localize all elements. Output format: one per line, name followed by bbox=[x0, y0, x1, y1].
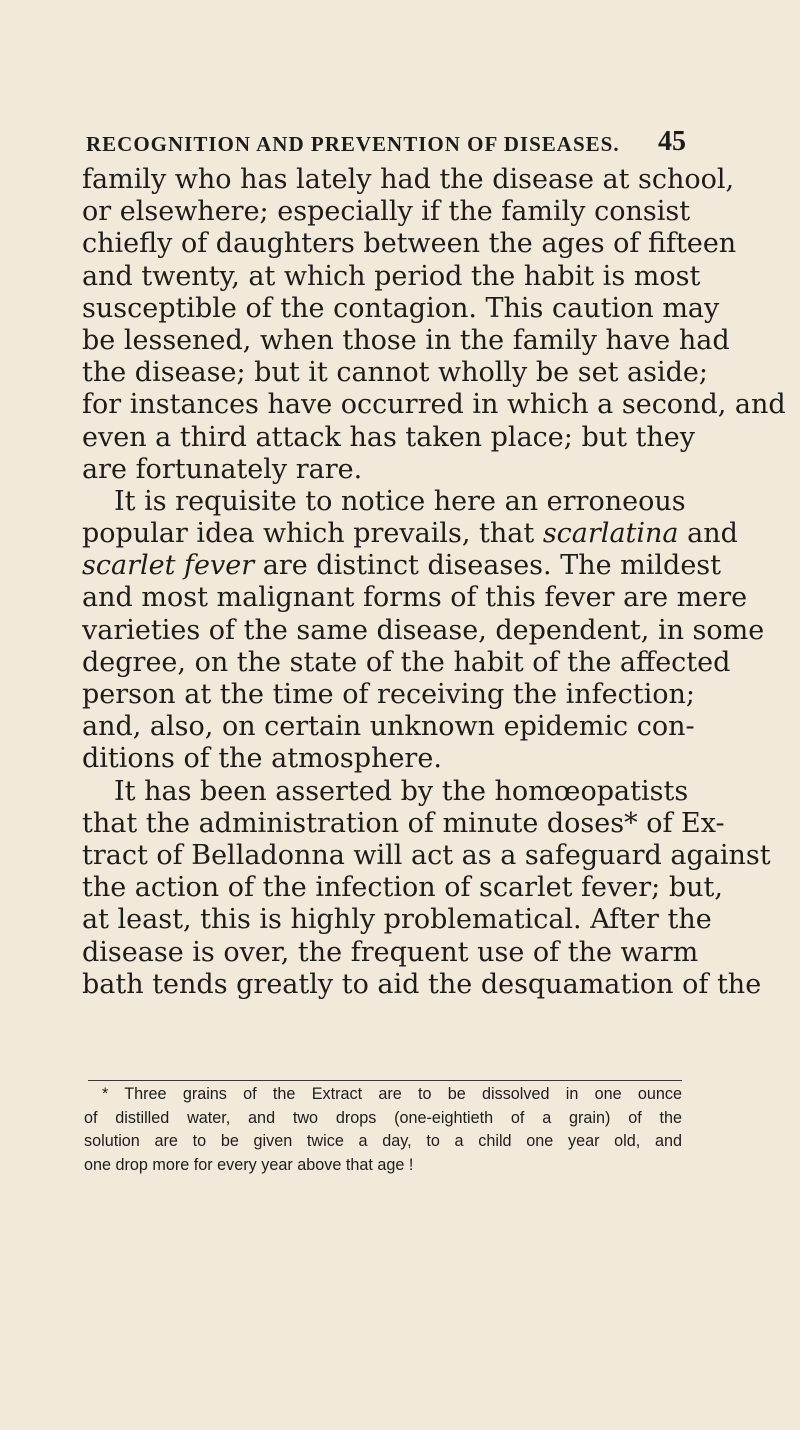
text-line: the action of the infection of scarlet fever; but, bbox=[82, 872, 723, 904]
text-line: are fortunately rare. bbox=[82, 453, 363, 485]
text-line: It is requisite to notice here an erroneous bbox=[114, 485, 686, 517]
page-number: 45 bbox=[658, 126, 686, 157]
text-line: for instances have occurred in which a second, and bbox=[82, 389, 786, 421]
text-line: and, also, on certain unknown epidemic con- bbox=[82, 711, 695, 743]
text-line: family who has lately had the disease at school, bbox=[82, 164, 735, 195]
footnote bbox=[84, 1083, 682, 1178]
text-line-with-italic: scarlet fever are distinct diseases. The mildest bbox=[82, 550, 721, 582]
footnote-line: one drop more for every year above that age ! bbox=[84, 1156, 414, 1175]
text-line: that the administration of minute doses* of Ex- bbox=[82, 807, 725, 839]
text-line: even a third attack has taken place; but they bbox=[82, 421, 696, 453]
text-line: be lessened, when those in the family have had bbox=[82, 324, 730, 356]
text-line: susceptible of the contagion. This caution may bbox=[82, 292, 720, 324]
text-line: tract of Belladonna will act as a safeguard against bbox=[82, 839, 771, 871]
footnote-line: of distilled water, and two drops (one-eightieth of a grain) of the bbox=[84, 1108, 682, 1127]
text-line: ditions of the atmosphere. bbox=[82, 743, 442, 775]
text-line: varieties of the same disease, dependent, in some bbox=[82, 614, 765, 646]
footnote-divider bbox=[88, 1080, 682, 1081]
body-text bbox=[82, 164, 786, 1001]
text-line: the disease; but it cannot wholly be set aside; bbox=[82, 357, 708, 389]
text-line: and twenty, at which period the habit is most bbox=[82, 260, 701, 292]
text-line: It has been asserted by the homœopatists bbox=[114, 775, 689, 807]
text-line: bath tends greatly to aid the desquamation of the bbox=[82, 968, 762, 1000]
text-line: chiefly of daughters between the ages of fifteen bbox=[82, 228, 737, 260]
footnote-line: * Three grains of the Extract are to be dissolved in one ounce bbox=[102, 1085, 682, 1103]
text-line: person at the time of receiving the infection; bbox=[82, 679, 695, 710]
italic-term: scarlatina bbox=[542, 518, 679, 550]
text-line: degree, on the state of the habit of the affected bbox=[82, 646, 731, 678]
text-line: at least, this is highly problematical. After the bbox=[82, 904, 712, 936]
text-line: and most malignant forms of this fever are mere bbox=[82, 582, 748, 614]
running-header bbox=[86, 126, 686, 166]
running-title: RECOGNITION AND PREVENTION OF DISEASES. bbox=[86, 132, 620, 156]
footnote-line: solution are to be given twice a day, to a child one year old, and bbox=[84, 1132, 682, 1151]
text-line: disease is over, the frequent use of the warm bbox=[82, 936, 699, 968]
text-line-with-italic: popular idea which prevails, that scarlatina and bbox=[82, 518, 738, 550]
text-line: or elsewhere; especially if the family consist bbox=[82, 196, 691, 228]
italic-term: scarlet fever bbox=[82, 550, 255, 582]
